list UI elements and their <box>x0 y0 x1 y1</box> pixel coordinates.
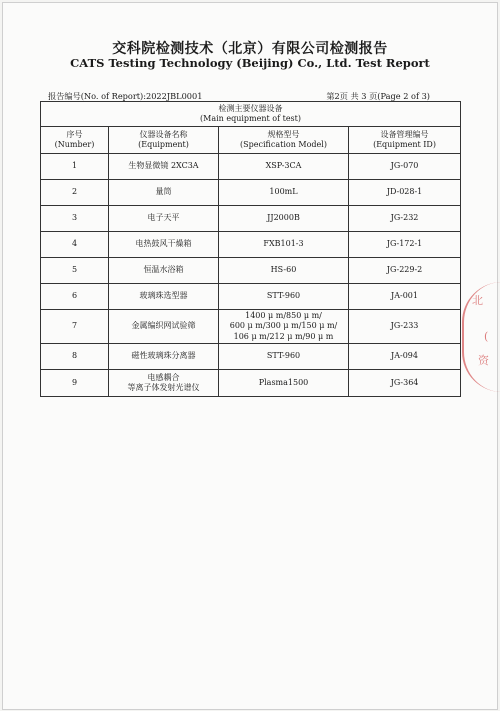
header-equipment-id <box>349 127 461 154</box>
cell-number: 5 <box>41 258 109 284</box>
report-title-en: CATS Testing Technology (Beijing) Co., Ltd. Test Report <box>70 56 430 70</box>
cell-equipment-id: JG-233 <box>349 310 461 344</box>
cell-equipment-id: JG-364 <box>349 370 461 397</box>
table-row <box>41 180 461 206</box>
cell-number: 9 <box>41 370 109 397</box>
seal-glyph: 北 <box>472 294 483 307</box>
header-spec <box>219 127 349 154</box>
table-row <box>41 344 461 370</box>
table-row <box>41 310 461 344</box>
header-id-en: (Equipment ID) <box>373 140 436 149</box>
cell-spec: HS-60 <box>219 258 349 284</box>
table-caption-row <box>41 102 461 127</box>
page-info: 第2页 共 3 页(Page 2 of 3) <box>326 91 430 101</box>
header-equipment-en: (Equipment) <box>138 140 189 149</box>
table-row <box>41 258 461 284</box>
cell-spec: Plasma1500 <box>219 370 349 397</box>
cell-spec: FXB101-3 <box>219 232 349 258</box>
table-header-row <box>41 127 461 154</box>
cell-equipment: 电热鼓风干燥箱 <box>109 232 219 258</box>
header-spec-cn: 规格型号 <box>267 129 300 139</box>
header-spec-en: (Specification Model) <box>240 140 327 149</box>
cell-number: 8 <box>41 344 109 370</box>
cell-spec: 1400 μ m/850 μ m/ 600 μ m/300 μ m/150 μ m/ 106 μ m/212 μ m/90 μ m <box>219 310 349 344</box>
equipment-table <box>40 101 461 397</box>
cell-equipment: 磁性玻璃珠分离器 <box>109 344 219 370</box>
cell-equipment: 电感耦合 等离子体发射光谱仪 <box>109 370 219 397</box>
cell-number: 3 <box>41 206 109 232</box>
cell-equipment: 玻璃珠选型器 <box>109 284 219 310</box>
cell-equipment-id: JG-070 <box>349 154 461 180</box>
cell-number: 7 <box>41 310 109 344</box>
cell-equipment-id: JG-232 <box>349 206 461 232</box>
cell-number: 6 <box>41 284 109 310</box>
cell-equipment: 生物显微镜 2XC3A <box>109 154 219 180</box>
cell-equipment-id: JG-172-1 <box>349 232 461 258</box>
seal-glyph: 资 <box>478 354 489 367</box>
cell-equipment: 量筒 <box>109 180 219 206</box>
table-row <box>41 370 461 397</box>
header-number <box>41 127 109 154</box>
table-row <box>41 232 461 258</box>
cell-spec: 100mL <box>219 180 349 206</box>
cell-spec: STT-960 <box>219 284 349 310</box>
cell-number: 4 <box>41 232 109 258</box>
cell-equipment: 金属编织网试验筛 <box>109 310 219 344</box>
table-caption-cn: 检测主要仪器设备 <box>218 103 283 113</box>
header-equipment <box>109 127 219 154</box>
header-number-en: (Number) <box>54 140 95 149</box>
header-equipment-cn: 仪器设备名称 <box>139 129 188 139</box>
cell-equipment-id: JA-001 <box>349 284 461 310</box>
cell-number: 2 <box>41 180 109 206</box>
seal-glyph: ( <box>484 330 489 343</box>
cell-equipment-id: JG-229-2 <box>349 258 461 284</box>
cell-equipment-id: JD-028-1 <box>349 180 461 206</box>
cell-number: 1 <box>41 154 109 180</box>
cell-spec: XSP-3CA <box>219 154 349 180</box>
table-row <box>41 154 461 180</box>
cell-equipment-id: JA-094 <box>349 344 461 370</box>
header-id-cn: 设备管理编号 <box>380 129 429 139</box>
report-number: 报告编号(No. of Report):2022JBL0001 <box>48 91 203 101</box>
table-caption-en: (Main equipment of test) <box>200 114 301 123</box>
cell-spec: STT-960 <box>219 344 349 370</box>
cell-spec: JJ2000B <box>219 206 349 232</box>
cell-equipment: 电子天平 <box>109 206 219 232</box>
table-row <box>41 206 461 232</box>
header-number-cn: 序号 <box>66 129 83 139</box>
report-title-cn: 交科院检测技术（北京）有限公司检测报告 <box>112 41 388 57</box>
table-row <box>41 284 461 310</box>
table-caption <box>41 102 461 127</box>
cell-equipment: 恒温水浴箱 <box>109 258 219 284</box>
